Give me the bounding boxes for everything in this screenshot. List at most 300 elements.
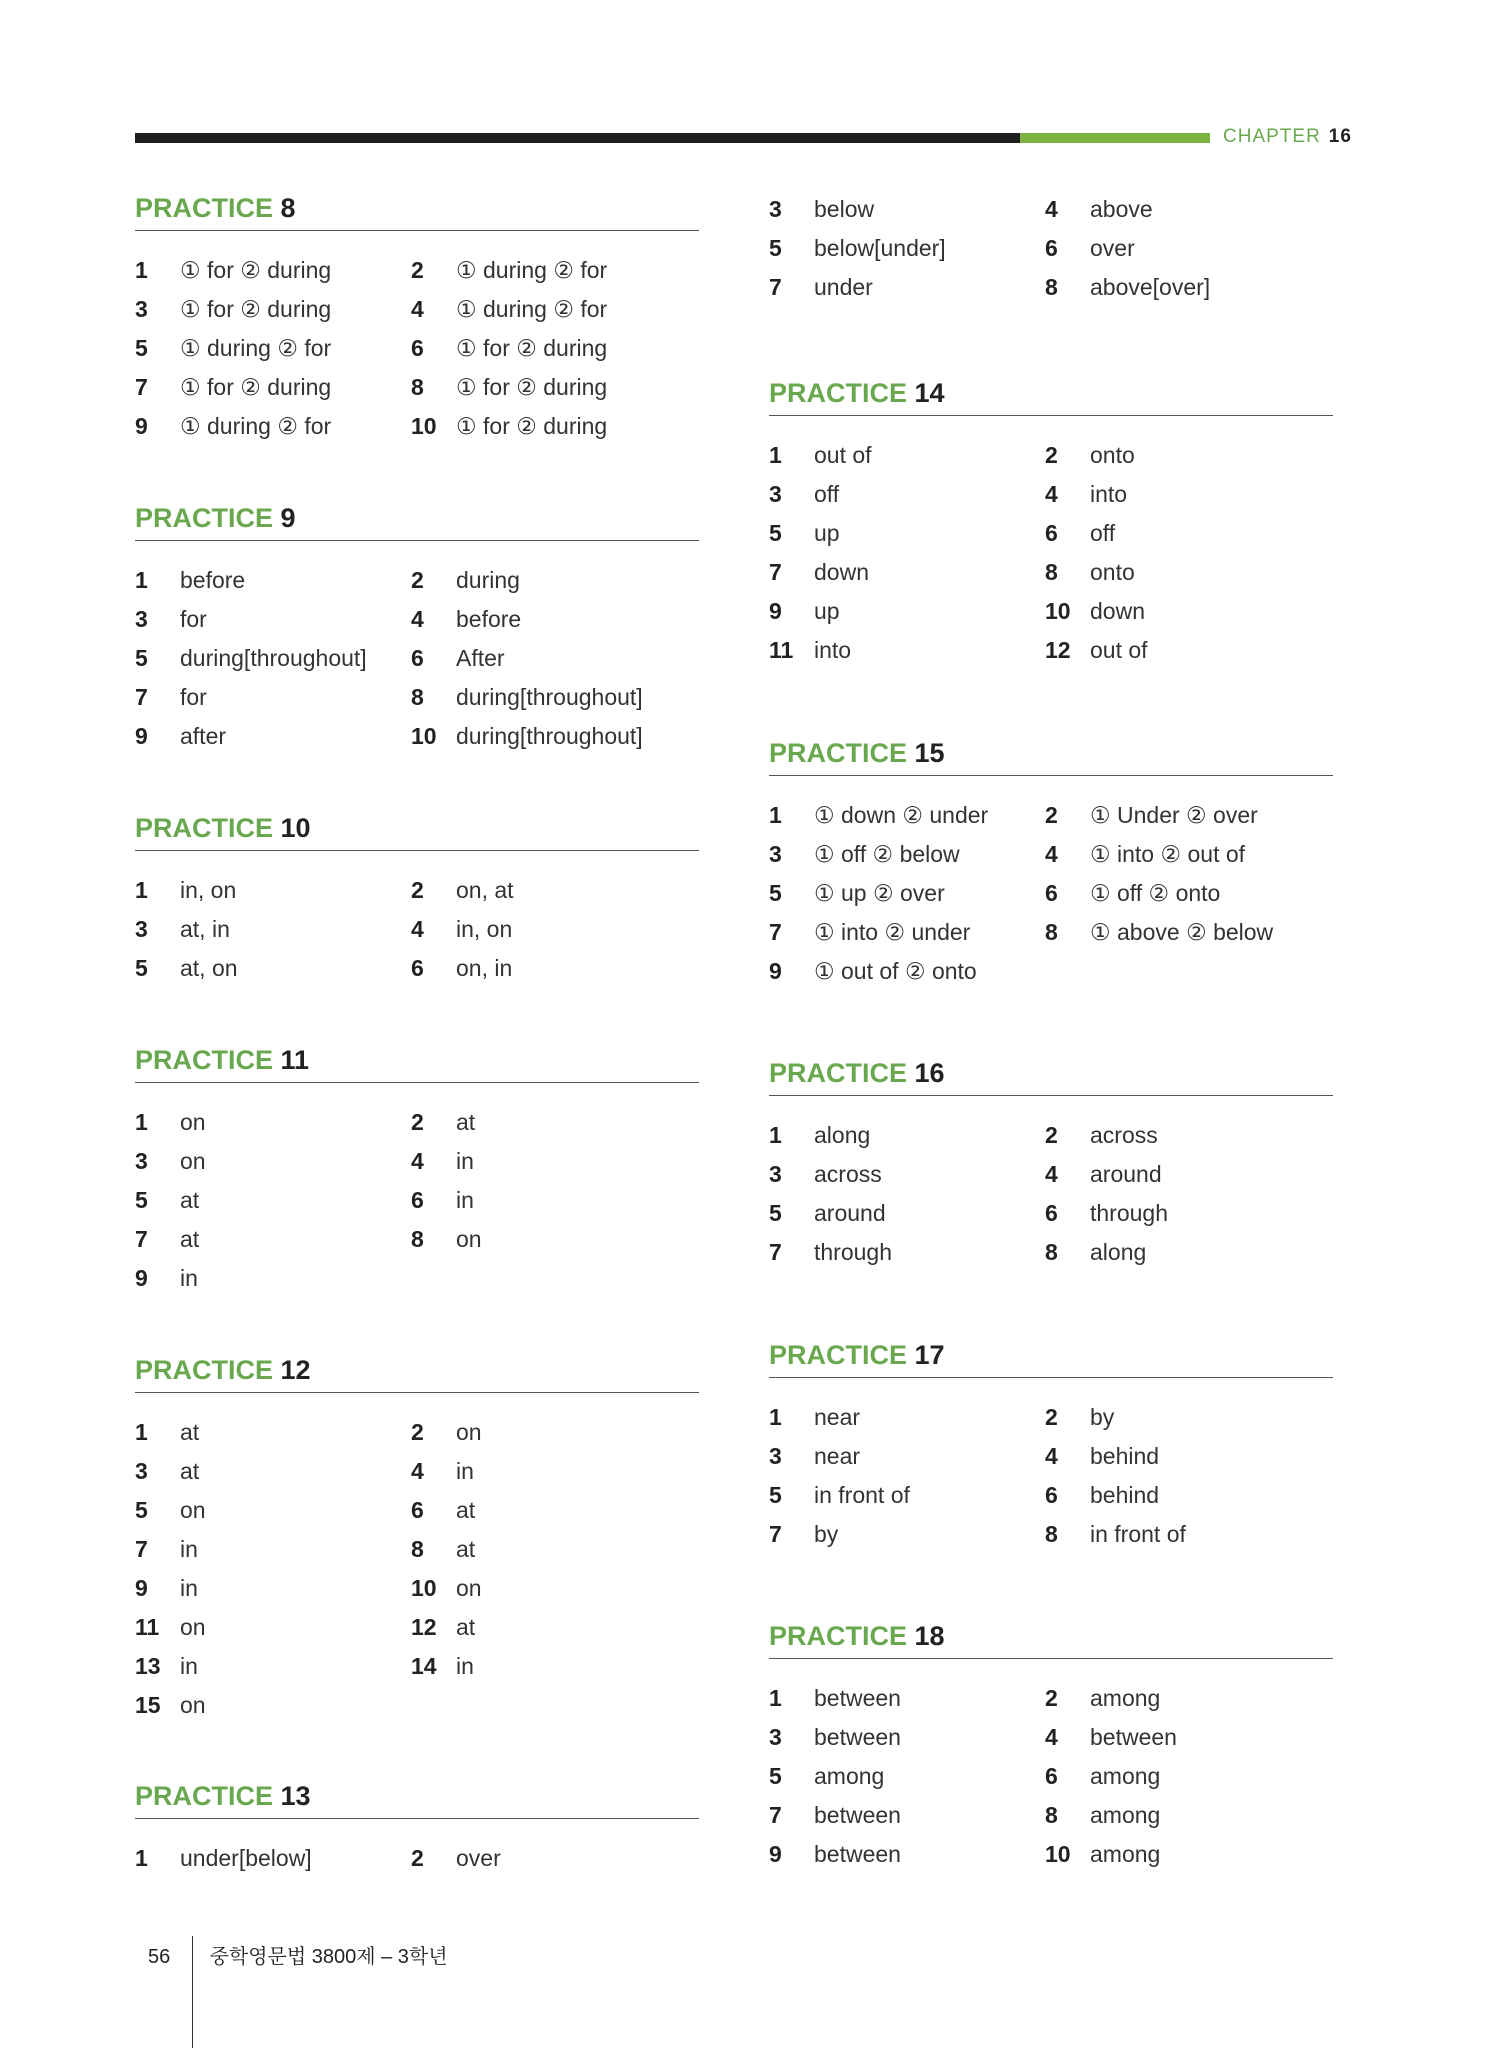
answer-item xyxy=(769,553,869,592)
practice-word: PRACTICE xyxy=(135,193,274,223)
answer-item xyxy=(135,678,207,717)
answer-item xyxy=(769,1116,870,1155)
question-number: 7 xyxy=(135,1536,148,1562)
answer-item xyxy=(769,229,946,268)
answer-text: in xyxy=(180,1653,198,1679)
section-rule xyxy=(769,1095,1333,1096)
practice-title xyxy=(135,1778,699,1814)
question-number: 3 xyxy=(135,606,148,632)
question-number: 6 xyxy=(1045,520,1058,546)
answer-text: ① off ② onto xyxy=(1090,880,1221,906)
answer-item xyxy=(411,949,512,988)
question-number: 1 xyxy=(135,257,148,283)
answer-item xyxy=(769,475,839,514)
answer-grid xyxy=(135,251,699,446)
question-number: 7 xyxy=(769,919,782,945)
answer-item xyxy=(135,1259,198,1298)
answer-item xyxy=(135,329,331,368)
answer-text: in xyxy=(456,1148,474,1174)
question-number: 2 xyxy=(1045,1685,1058,1711)
answer-grid xyxy=(769,1679,1333,1874)
answer-grid xyxy=(769,436,1333,670)
practice-word: PRACTICE xyxy=(135,1355,274,1385)
practice-section xyxy=(135,810,699,988)
answer-item xyxy=(1045,1398,1114,1437)
answer-item xyxy=(135,561,245,600)
answer-text: near xyxy=(814,1404,861,1430)
answer-item xyxy=(411,368,607,407)
answer-item xyxy=(135,1530,198,1569)
answer-item xyxy=(411,717,643,756)
answer-item xyxy=(135,1647,198,1686)
answer-text: ① during ② for xyxy=(456,296,608,322)
question-number: 2 xyxy=(1045,442,1058,468)
answer-item xyxy=(135,368,331,407)
practice-title xyxy=(769,1055,1333,1091)
question-number: 4 xyxy=(1045,1443,1058,1469)
practice-title xyxy=(769,375,1333,411)
question-number: 14 xyxy=(411,1653,437,1679)
question-number: 4 xyxy=(1045,481,1058,507)
answer-item xyxy=(1045,1194,1168,1233)
question-number: 6 xyxy=(411,1497,424,1523)
answer-text: off xyxy=(1090,520,1116,546)
answer-item xyxy=(1045,1476,1159,1515)
answer-item xyxy=(135,1686,206,1725)
question-number: 8 xyxy=(1045,919,1058,945)
question-number: 7 xyxy=(769,1521,782,1547)
answer-text: down xyxy=(1090,598,1145,624)
answer-item xyxy=(411,329,607,368)
section-rule xyxy=(769,1658,1333,1659)
practice-number: 18 xyxy=(914,1621,945,1651)
answer-item xyxy=(769,874,945,913)
question-number: 4 xyxy=(411,606,424,632)
question-number: 1 xyxy=(135,1109,148,1135)
book-title: 중학영문법 3800제 – 3학년 xyxy=(209,1946,448,1968)
answer-text: at xyxy=(456,1536,476,1562)
practice-section xyxy=(769,1055,1333,1272)
question-number: 5 xyxy=(135,1187,148,1213)
practice-title xyxy=(769,735,1333,771)
practice-number: 8 xyxy=(280,193,296,223)
question-number: 2 xyxy=(411,1845,424,1871)
answer-text: up xyxy=(814,520,840,546)
answer-grid xyxy=(135,871,699,988)
practice-number: 14 xyxy=(914,378,945,408)
answer-text: during[throughout] xyxy=(456,684,643,710)
answer-item xyxy=(1045,631,1148,670)
answer-text: for xyxy=(180,606,207,632)
answer-text: before xyxy=(456,606,522,632)
answer-item xyxy=(769,1679,901,1718)
answer-text: behind xyxy=(1090,1443,1160,1469)
answer-text: among xyxy=(1090,1763,1161,1789)
answer-text: onto xyxy=(1090,559,1135,585)
answer-item xyxy=(411,1569,482,1608)
question-number: 1 xyxy=(135,567,148,593)
page-footer xyxy=(148,1940,448,1969)
answer-text: at xyxy=(180,1419,200,1445)
question-number: 11 xyxy=(135,1614,160,1640)
answer-text: on, at xyxy=(456,877,514,903)
question-number: 12 xyxy=(411,1614,437,1640)
question-number: 5 xyxy=(135,955,148,981)
answer-item xyxy=(1045,475,1127,514)
answer-text: behind xyxy=(1090,1482,1160,1508)
answer-text: between xyxy=(814,1841,901,1867)
question-number: 7 xyxy=(135,1226,148,1252)
answer-item xyxy=(135,1413,199,1452)
answer-text: on xyxy=(180,1109,206,1135)
answer-item xyxy=(135,910,230,949)
question-number: 3 xyxy=(135,1148,148,1174)
answer-text: into xyxy=(1090,481,1128,507)
question-number: 8 xyxy=(411,1226,424,1252)
practice-section xyxy=(135,500,699,756)
question-number: 5 xyxy=(769,1482,782,1508)
answer-text: over xyxy=(1090,235,1135,261)
answer-text: below[under] xyxy=(814,235,946,261)
answer-item xyxy=(135,1103,206,1142)
answer-text: ① during ② for xyxy=(456,257,608,283)
answer-item xyxy=(135,407,331,446)
answer-text: in, on xyxy=(456,916,513,942)
practice-title xyxy=(135,1042,699,1078)
chapter-label xyxy=(1223,126,1352,148)
question-number: 10 xyxy=(411,1575,437,1601)
answer-item xyxy=(411,1142,474,1181)
answer-text: for xyxy=(180,684,207,710)
answer-text: ① for ② during xyxy=(456,413,608,439)
question-number: 2 xyxy=(1045,802,1058,828)
answer-item xyxy=(769,913,970,952)
answer-item xyxy=(769,1155,882,1194)
answer-text: ① into ② out of xyxy=(1090,841,1246,867)
question-number: 6 xyxy=(1045,1482,1058,1508)
question-number: 8 xyxy=(1045,1802,1058,1828)
answer-text: at xyxy=(456,1497,476,1523)
answer-item xyxy=(1045,553,1135,592)
answer-item xyxy=(411,1608,475,1647)
answer-item xyxy=(135,1839,312,1878)
answer-item xyxy=(769,436,872,475)
question-number: 5 xyxy=(135,335,148,361)
answer-item xyxy=(769,1398,860,1437)
answer-text: among xyxy=(1090,1841,1161,1867)
answer-text: at xyxy=(180,1458,200,1484)
question-number: 4 xyxy=(1045,1161,1058,1187)
practice-section xyxy=(769,1337,1333,1554)
section-rule xyxy=(769,1377,1333,1378)
answer-text: in xyxy=(456,1187,474,1213)
answer-text: in xyxy=(180,1575,198,1601)
answer-item xyxy=(1045,1679,1160,1718)
question-number: 4 xyxy=(411,296,424,322)
practice-number: 9 xyxy=(280,503,296,533)
answer-text: on xyxy=(180,1148,206,1174)
question-number: 6 xyxy=(411,335,424,361)
question-number: 15 xyxy=(135,1692,161,1718)
answer-text: on xyxy=(180,1497,206,1523)
answer-text: between xyxy=(814,1724,901,1750)
question-number: 13 xyxy=(135,1653,161,1679)
answer-item xyxy=(411,678,643,717)
answer-item xyxy=(1045,1515,1186,1554)
answer-text: along xyxy=(1090,1239,1147,1265)
question-number: 1 xyxy=(135,1419,148,1445)
practice-word: PRACTICE xyxy=(769,1058,908,1088)
question-number: 8 xyxy=(411,374,424,400)
practice-section xyxy=(135,1042,699,1298)
answer-text: through xyxy=(1090,1200,1169,1226)
question-number: 7 xyxy=(135,684,148,710)
answer-text: by xyxy=(814,1521,839,1547)
chapter-number: 16 xyxy=(1328,126,1352,147)
answer-text: in xyxy=(456,1653,474,1679)
answer-item xyxy=(1045,1437,1159,1476)
practice-continuation xyxy=(769,190,1333,307)
answer-item xyxy=(1045,436,1135,475)
answer-item xyxy=(411,1530,475,1569)
section-rule xyxy=(135,540,699,541)
question-number: 8 xyxy=(1045,559,1058,585)
answer-item xyxy=(1045,190,1153,229)
question-number: 8 xyxy=(411,684,424,710)
practice-word: PRACTICE xyxy=(769,1621,908,1651)
answer-item xyxy=(411,1452,474,1491)
question-number: 9 xyxy=(769,958,782,984)
answer-item xyxy=(411,910,512,949)
answer-item xyxy=(1045,1155,1162,1194)
answer-text: ① into ② under xyxy=(814,919,971,945)
section-rule xyxy=(135,850,699,851)
header-rule-accent xyxy=(1020,133,1210,143)
answer-item xyxy=(411,1220,482,1259)
answer-item xyxy=(135,1608,206,1647)
answer-text: at, in xyxy=(180,916,230,942)
question-number: 4 xyxy=(1045,1724,1058,1750)
answer-item xyxy=(411,871,514,910)
question-number: 5 xyxy=(769,880,782,906)
answer-item xyxy=(135,1569,198,1608)
question-number: 1 xyxy=(769,802,782,828)
answer-item xyxy=(411,600,521,639)
practice-word: PRACTICE xyxy=(135,1781,274,1811)
answer-item xyxy=(1045,1757,1160,1796)
question-number: 7 xyxy=(769,1802,782,1828)
practice-word: PRACTICE xyxy=(769,378,908,408)
answer-text: out of xyxy=(1090,637,1148,663)
question-number: 9 xyxy=(135,413,148,439)
answer-item xyxy=(769,952,977,991)
answer-item xyxy=(769,592,840,631)
question-number: 2 xyxy=(411,1419,424,1445)
answer-item xyxy=(1045,1796,1160,1835)
answer-item xyxy=(1045,796,1258,835)
answer-item xyxy=(769,1835,901,1874)
section-rule xyxy=(135,230,699,231)
practice-number: 11 xyxy=(280,1045,310,1075)
answer-text: ① for ② during xyxy=(180,374,332,400)
practice-number: 12 xyxy=(280,1355,311,1385)
question-number: 9 xyxy=(135,1575,148,1601)
answer-item xyxy=(769,190,874,229)
practice-title xyxy=(135,190,699,226)
practice-title xyxy=(135,1352,699,1388)
question-number: 3 xyxy=(769,196,782,222)
answer-text: among xyxy=(1090,1802,1161,1828)
question-number: 2 xyxy=(411,877,424,903)
practice-title xyxy=(135,500,699,536)
answer-text: ① Under ② over xyxy=(1090,802,1258,828)
question-number: 3 xyxy=(135,296,148,322)
question-number: 6 xyxy=(411,955,424,981)
answer-item xyxy=(411,561,520,600)
answer-item xyxy=(769,1718,901,1757)
header-rule-dark xyxy=(135,133,1020,143)
answer-text: After xyxy=(456,645,505,671)
answer-text: on xyxy=(456,1226,482,1252)
answer-item xyxy=(1045,1233,1146,1272)
answer-grid xyxy=(769,1398,1333,1554)
answer-item xyxy=(411,290,607,329)
question-number: 2 xyxy=(411,567,424,593)
answer-item xyxy=(411,251,607,290)
answer-item xyxy=(135,1452,199,1491)
answer-grid xyxy=(135,561,699,756)
answer-item xyxy=(135,600,207,639)
question-number: 7 xyxy=(769,559,782,585)
answer-item xyxy=(411,407,607,446)
answer-text: at xyxy=(456,1109,476,1135)
answer-text: among xyxy=(1090,1685,1161,1711)
answer-text: through xyxy=(814,1239,893,1265)
question-number: 3 xyxy=(769,1161,782,1187)
question-number: 6 xyxy=(1045,1763,1058,1789)
page-number: 56 xyxy=(148,1946,171,1968)
question-number: 8 xyxy=(411,1536,424,1562)
answer-grid xyxy=(135,1103,699,1298)
question-number: 8 xyxy=(1045,1239,1058,1265)
answer-item xyxy=(411,1491,475,1530)
practice-word: PRACTICE xyxy=(135,503,274,533)
question-number: 2 xyxy=(411,257,424,283)
answer-text: ① out of ② onto xyxy=(814,958,977,984)
question-number: 4 xyxy=(411,916,424,942)
answer-text: ① for ② during xyxy=(180,296,332,322)
question-number: 4 xyxy=(411,1148,424,1174)
answer-text: ① down ② under xyxy=(814,802,989,828)
answer-text: above xyxy=(1090,196,1153,222)
question-number: 1 xyxy=(769,1122,782,1148)
question-number: 3 xyxy=(769,1443,782,1469)
answer-item xyxy=(769,631,851,670)
answer-text: onto xyxy=(1090,442,1135,468)
answer-grid xyxy=(769,796,1333,991)
footer-divider xyxy=(192,1936,193,2048)
question-number: 9 xyxy=(135,723,148,749)
practice-section xyxy=(769,735,1333,991)
answer-text: up xyxy=(814,598,840,624)
answer-item xyxy=(411,1181,474,1220)
practice-word: PRACTICE xyxy=(769,738,908,768)
question-number: 6 xyxy=(1045,1200,1058,1226)
answer-text: under[below] xyxy=(180,1845,312,1871)
answer-item xyxy=(769,268,873,307)
answer-text: in xyxy=(180,1265,198,1291)
answer-text: on, in xyxy=(456,955,513,981)
answer-text: ① up ② over xyxy=(814,880,945,906)
answer-text: at, on xyxy=(180,955,238,981)
question-number: 1 xyxy=(135,877,148,903)
question-number: 7 xyxy=(769,1239,782,1265)
practice-number: 10 xyxy=(280,813,311,843)
question-number: 5 xyxy=(769,235,782,261)
answer-text: ① during ② for xyxy=(180,413,332,439)
answer-text: in front of xyxy=(1090,1521,1186,1547)
answer-text: on xyxy=(180,1692,206,1718)
practice-section xyxy=(135,1778,699,1878)
question-number: 3 xyxy=(769,481,782,507)
question-number: 6 xyxy=(1045,880,1058,906)
chapter-word: CHAPTER xyxy=(1223,126,1321,147)
answer-item xyxy=(135,290,331,329)
answer-item xyxy=(135,1142,206,1181)
practice-word: PRACTICE xyxy=(135,813,274,843)
answer-item xyxy=(135,639,367,678)
answer-grid xyxy=(135,1839,699,1878)
answer-item xyxy=(769,1437,860,1476)
answer-item xyxy=(769,1194,886,1233)
section-rule xyxy=(135,1818,699,1819)
question-number: 10 xyxy=(1045,1841,1071,1867)
answer-text: in xyxy=(180,1536,198,1562)
practice-section xyxy=(769,1618,1333,1874)
practice-section xyxy=(135,190,699,446)
answer-item xyxy=(411,1103,475,1142)
answer-grid xyxy=(769,1116,1333,1272)
answer-text: between xyxy=(1090,1724,1177,1750)
question-number: 3 xyxy=(769,841,782,867)
answer-item xyxy=(769,1757,884,1796)
answer-item xyxy=(135,1491,206,1530)
question-number: 5 xyxy=(769,1200,782,1226)
answer-item xyxy=(1045,874,1220,913)
answer-text: down xyxy=(814,559,869,585)
answer-text: off xyxy=(814,481,840,507)
question-number: 1 xyxy=(135,1845,148,1871)
answer-item xyxy=(1045,1835,1160,1874)
answer-item xyxy=(1045,592,1145,631)
answer-text: by xyxy=(1090,1404,1115,1430)
answer-text: on xyxy=(456,1575,482,1601)
question-number: 2 xyxy=(1045,1404,1058,1430)
practice-word: PRACTICE xyxy=(769,1340,908,1370)
answer-text: between xyxy=(814,1685,901,1711)
answer-item xyxy=(411,1413,482,1452)
answer-text: around xyxy=(814,1200,886,1226)
question-number: 6 xyxy=(411,1187,424,1213)
answer-item xyxy=(411,639,505,678)
answer-item xyxy=(411,1647,474,1686)
answer-text: among xyxy=(814,1763,885,1789)
question-number: 9 xyxy=(135,1265,148,1291)
question-number: 4 xyxy=(1045,196,1058,222)
answer-text: ① during ② for xyxy=(180,335,332,361)
answer-text: at xyxy=(180,1226,200,1252)
answer-grid xyxy=(769,190,1333,307)
